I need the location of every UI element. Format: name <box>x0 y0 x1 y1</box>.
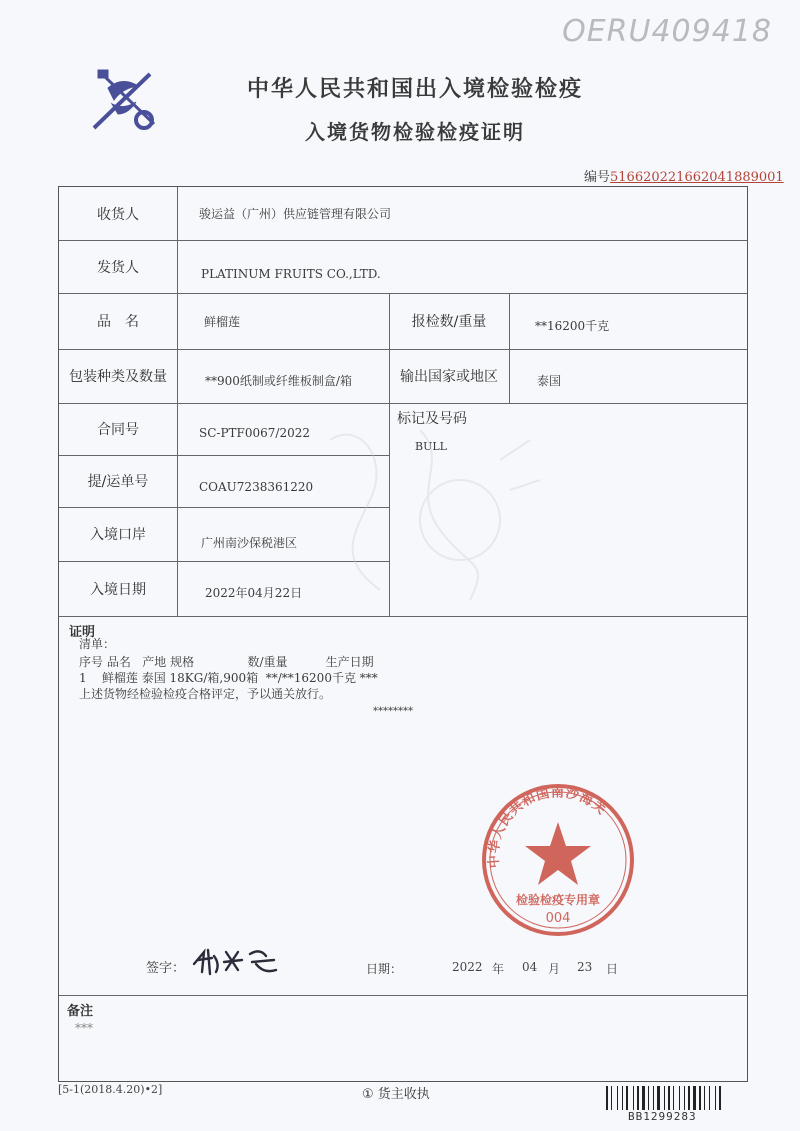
serial-label: 编号 <box>584 170 611 185</box>
marks-value: BULL <box>415 439 447 453</box>
date-label: 日期： <box>366 962 403 976</box>
consignor-value: PLATINUM FRUITS CO.,LTD. <box>201 266 381 281</box>
quantity-weight-value: **16200千克 <box>535 318 610 333</box>
svg-text:中华人民共和国南沙海关: 中华人民共和国南沙海关 <box>486 785 610 869</box>
list-label: 清单： <box>79 637 116 651</box>
handwritten-reference: OERU409418 <box>562 14 772 49</box>
watermark-icon <box>300 400 550 630</box>
origin-country-value: 泰国 <box>537 373 562 388</box>
product-name-label: 品 名 <box>97 314 139 330</box>
date-day: 23 <box>577 960 593 974</box>
certificate-end-mark: ******** <box>373 706 413 717</box>
consignee-value: 骏运益（广州）供应链管理有限公司 <box>199 207 392 221</box>
svg-text:检验检疫专用章: 检验检疫专用章 <box>515 893 601 907</box>
marks-label: 标记及号码 <box>397 411 467 427</box>
certificate-label: 证明 <box>69 625 96 640</box>
date-month-unit: 月 <box>548 962 561 976</box>
date-year-unit: 年 <box>492 962 505 976</box>
document-title: 中华人民共和国出入境检验检疫 <box>246 77 583 102</box>
copy-label: ① 货主收执 <box>362 1087 430 1102</box>
form-code: [5-1(2018.4.20)•2] <box>58 1083 163 1096</box>
date-month: 04 <box>522 960 538 974</box>
contract-no-label: 合同号 <box>97 422 139 438</box>
remarks-label: 备注 <box>67 1004 94 1019</box>
certificate-statement: 上述货物经检验检疫合格评定，予以通关放行。 <box>79 687 332 701</box>
list-item: 1 鲜榴莲 泰国 18KG/箱,900箱 **/**16200千克 *** <box>79 671 378 685</box>
certificate-form <box>58 186 748 1082</box>
serial-number <box>584 166 784 185</box>
product-name-value: 鲜榴莲 <box>204 314 241 329</box>
document-subtitle: 入境货物检验检疫证明 <box>305 120 525 144</box>
entry-date-value: 2022年04月22日 <box>205 586 303 600</box>
bl-no-value: COAU7238361220 <box>199 480 314 494</box>
date-year: 2022 <box>452 960 483 974</box>
serial-value: 516620221662041889001 <box>610 170 784 185</box>
svg-text:004: 004 <box>545 911 571 926</box>
entry-port-value: 广州南沙保税港区 <box>201 535 298 550</box>
official-seal <box>478 780 638 940</box>
list-columns: 序号 品名 产地 规格 数/重量 生产日期 <box>79 655 374 669</box>
handwritten-signature <box>190 944 280 978</box>
consignee-label: 收货人 <box>97 206 139 223</box>
consignor-label: 发货人 <box>97 259 139 276</box>
packaging-value: **900纸制或纤维板制盒/箱 <box>205 373 352 388</box>
origin-country-label: 输出国家或地区 <box>400 369 498 385</box>
signature-label: 签字： <box>146 961 186 976</box>
barcode <box>606 1086 746 1110</box>
contract-no-value: SC-PTF0067/2022 <box>199 426 310 440</box>
bl-no-label: 提/运单号 <box>87 474 149 490</box>
packaging-label: 包装种类及数量 <box>69 369 167 385</box>
entry-port-label: 入境口岸 <box>90 527 146 543</box>
date-day-unit: 日 <box>606 962 619 976</box>
quantity-weight-label: 报检数/重量 <box>411 314 487 330</box>
entry-date-label: 入境日期 <box>90 581 146 598</box>
barcode-number: BB1299283 <box>628 1110 697 1123</box>
remarks-value: *** <box>75 1021 93 1035</box>
